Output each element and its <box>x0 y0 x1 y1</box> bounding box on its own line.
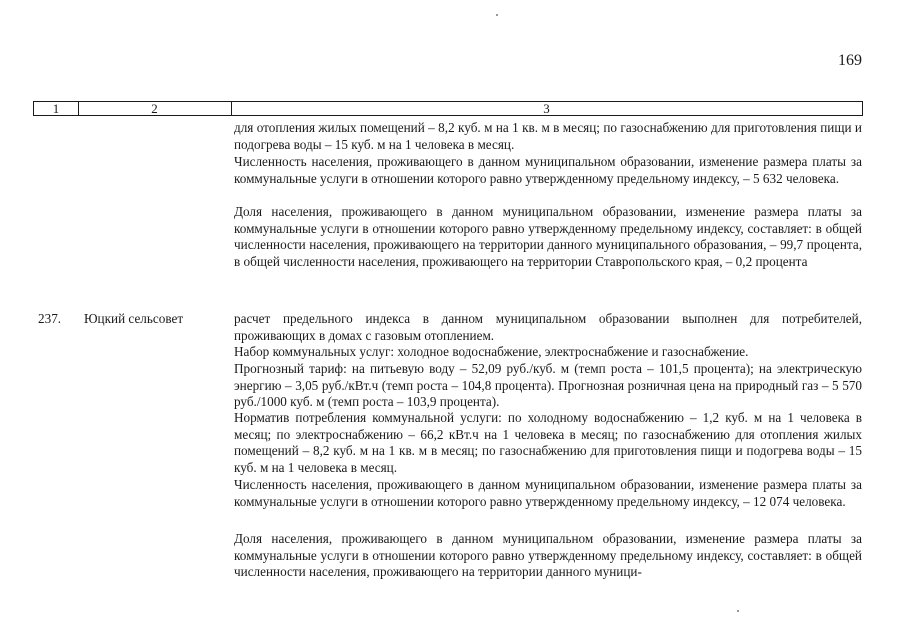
municipality-name: Юцкий сельсовет <box>84 311 184 326</box>
prev-entry-paragraph-1: для отопления жилых помещений – 8,2 куб. м на 1 кв. м в месяц; по газоснабжению для приготовления пищи и подогрева воды – 15 куб. м на 1 человека в месяц. <box>234 120 862 152</box>
page-number: 169 <box>838 52 862 69</box>
entry-number: 237. <box>38 311 62 326</box>
scan-speck <box>496 14 498 16</box>
column-3-header: 3 <box>543 101 550 116</box>
table-header <box>33 101 863 116</box>
entry-paragraph-1: расчет предельного индекса в данном муниципальном образовании выполнен для потребителей, проживающих в домах с газовым отоплением. <box>234 311 862 343</box>
prev-entry-paragraph-2: Численность населения, проживающего в данном муниципальном образовании, изменение размера платы за коммунальные услуги в отношении которого равно утвержденному предельному индексу, – 5 632 человека. <box>234 154 862 186</box>
entry-paragraph-6: Доля населения, проживающего в данном муниципальном образовании, изменение размера платы за коммунальные услуги в отношении которого равно утвержденному предельному индексу, составляет: в общей численности населения, проживающего на территории данного муници- <box>234 531 862 580</box>
scan-speck <box>737 610 739 612</box>
entry-paragraph-5: Численность населения, проживающего в данном муниципальном образовании, изменение размера платы за коммунальные услуги в отношении которого равно утвержденному предельному индексу, – 12 074 человека. <box>234 477 862 509</box>
entry-paragraph-4: Норматив потребления коммунальной услуги: по холодному водоснабжению – 1,2 куб. м на 1 человека в месяц; по электроснабжению – 66,2 кВт.ч на 1 человека в месяц; по газоснабжению для отопления жилых помещений – 8,2 куб. м на 1 кв. м в месяц; по газоснабжению для приготовления пищи и подогрева воды – 15 куб. м на 1 человека в месяц. <box>234 410 862 475</box>
column-1-header: 1 <box>34 102 79 115</box>
entry-paragraph-3: Прогнозный тариф: на питьевую воду – 52,09 руб./куб. м (темп роста – 101,5 процента); на электрическую энергию – 3,05 руб./кВт.ч (темп роста – 104,8 процента). Прогнозная розничная цена на природный газ – 5 570 руб./1000 куб. м (темп роста – 103,9 процента). <box>234 361 862 410</box>
entry-paragraph-2: Набор коммунальных услуг: холодное водоснабжение, электроснабжение и газоснабжение. <box>234 344 749 359</box>
column-2-header: 2 <box>78 102 232 115</box>
prev-entry-paragraph-3: Доля населения, проживающего в данном муниципальном образовании, изменение размера платы за коммунальные услуги в отношении которого равно утвержденному предельному индексу, составляет: в общей численности населения, проживающего на территории данного муниципального образования, – 99,7 процента, в общей численности населения, проживающего на территории Ставропольского края, – 0,2 процента <box>234 204 862 269</box>
